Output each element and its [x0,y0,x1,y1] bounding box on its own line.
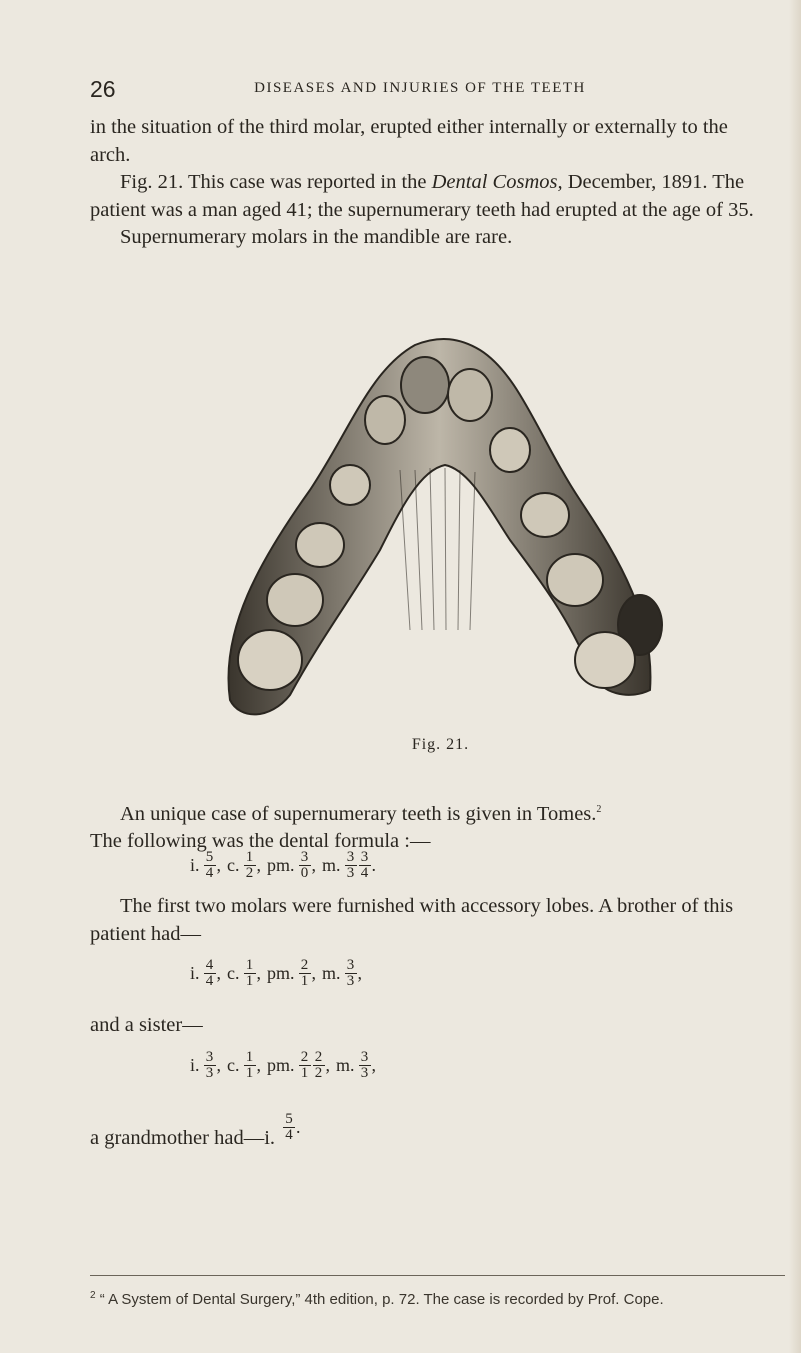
formula-term [267,850,316,881]
fraction-denominator: 1 [300,973,309,989]
fraction-denominator: 1 [245,973,254,989]
formula-fraction [204,958,216,989]
formula-label: m. [322,963,341,983]
formula-separator: , [256,963,262,983]
fraction-denominator: 4 [285,1127,293,1143]
figure-dental-cast [200,300,670,730]
formula-term [267,958,316,989]
canine-left [330,465,370,505]
running-head: DISEASES AND INJURIES OF THE TEETH [254,80,586,96]
formula-label: i. [190,963,200,983]
paragraph-1: in the situation of the third molar, erupted either internally or externally to the arch. [90,116,728,166]
formula-separator: , [256,1055,262,1075]
formula-label: i. [190,1055,200,1075]
paragraph-2-post: December, 1891. The patient was a man aged 41; the supernumerary teeth had erupted at the age of 35. [90,171,754,221]
page-edge [789,0,801,1353]
grandmother-text: a grandmother had—i. [90,1127,276,1149]
formula-grandmother [282,1112,307,1143]
formula-fraction [359,1050,371,1081]
fraction-numerator: 3 [205,1049,214,1065]
fraction-numerator: 5 [205,849,214,865]
fraction-denominator: 0 [300,865,309,881]
formula-term [336,1050,376,1081]
fraction-numerator: 2 [300,957,309,973]
formula-fraction [313,1050,325,1081]
formula-term [322,958,362,989]
footnote-rule [90,1275,785,1276]
paragraph-3: Supernumerary molars in the mandible are rare. [120,226,513,248]
formula-fraction [359,850,371,881]
fraction-numerator: 3 [360,1049,369,1065]
fraction-numerator: 3 [346,849,355,865]
formula-term [322,850,376,881]
paragraph-2-pre: Fig. 21. This case was reported in the [120,171,432,193]
formula-term [190,850,221,881]
formula-fraction [244,958,256,989]
molar-left-2 [267,574,323,626]
footnote-ref: 2 [596,804,602,815]
formula-separator: , [325,1055,331,1075]
formula-separator: , [216,963,222,983]
fraction-numerator: 3 [360,849,369,865]
incisor-left [365,396,405,444]
fraction-denominator: 3 [346,973,355,989]
paragraph-6: The first two molars were furnished with accessory lobes. A brother of this patient had— [90,895,734,945]
formula-label: c. [227,963,240,983]
formula-fraction [345,850,357,881]
premolar-left [296,523,344,567]
paragraph-5: The following was the dental formula :— [90,830,431,853]
fraction-denominator: 3 [346,865,355,881]
footnote-marker: 2 [90,1290,96,1301]
premolar-right [521,493,569,537]
fraction-denominator: 4 [205,865,214,881]
formula-fraction [345,958,357,989]
fraction-numerator: 5 [285,1111,293,1127]
fraction-denominator: 1 [300,1065,309,1081]
formula-label: i. [190,855,200,875]
fraction-denominator: 4 [360,865,369,881]
formula-label: c. [227,1055,240,1075]
formula-term [227,958,261,989]
formula-label: m. [322,855,341,875]
formula-separator: , [357,963,363,983]
formula-separator: , [311,855,317,875]
figure-caption: Fig. 21. [411,736,470,753]
formula-patient [190,850,382,881]
formula-separator: . [371,855,377,875]
formula-fraction [283,1112,295,1143]
formula-separator: , [311,963,317,983]
fraction-numerator: 3 [300,849,309,865]
paragraph-2 [90,169,770,224]
formula-fraction [299,1050,311,1081]
fraction-numerator: 2 [314,1049,323,1065]
formula-label: c. [227,855,240,875]
formula-fraction [204,850,216,881]
fraction-denominator: 3 [360,1065,369,1081]
formula-fraction [299,958,311,989]
fraction-denominator: 1 [245,1065,254,1081]
formula-separator: , [256,855,262,875]
journal-title: Dental Cosmos, [431,171,563,193]
formula-fraction [244,850,256,881]
molar-right-2 [575,632,635,688]
body-text-p6 [90,893,770,948]
formula-label: pm. [267,1055,295,1075]
fraction-numerator: 4 [205,957,214,973]
incisor-center [401,357,449,413]
fraction-numerator: 1 [245,849,254,865]
formula-term [227,850,261,881]
footnote-text: “ A System of Dental Surgery,” 4th edition, p. 72. The case is recorded by Prof. Cope. [99,1291,664,1308]
formula-separator: , [216,855,222,875]
formula-term [282,1112,301,1143]
formula-sister [190,1050,382,1081]
canine-right [490,428,530,472]
fraction-denominator: 4 [205,973,214,989]
fraction-denominator: 2 [245,865,254,881]
fraction-numerator: 1 [245,957,254,973]
body-text-section2 [90,796,770,856]
formula-separator: , [371,1055,377,1075]
page-header [70,76,770,106]
formula-fraction [204,1050,216,1081]
grandmother-label [90,1125,290,1153]
fraction-denominator: 3 [205,1065,214,1081]
molar-right [547,554,603,606]
fraction-numerator: 2 [300,1049,309,1065]
formula-term [267,1050,330,1081]
fraction-numerator: 3 [346,957,355,973]
incisor-right [448,369,492,421]
formula-label: pm. [267,963,295,983]
molar-left [238,630,302,690]
formula-separator: , [216,1055,222,1075]
formula-term [227,1050,261,1081]
fraction-denominator: 2 [314,1065,323,1081]
paragraph-4 [90,796,770,828]
fraction-numerator: 1 [245,1049,254,1065]
sister-label: and a sister— [90,1014,203,1036]
footnote [90,1286,780,1310]
formula-term [190,1050,221,1081]
page-number: 26 [90,76,116,102]
formula-fraction [299,850,311,881]
formula-label: m. [336,1055,355,1075]
body-text-top [90,114,770,252]
formula-term [190,958,221,989]
formula-separator: . [296,1117,301,1137]
paragraph-4-text: An unique case of supernumerary teeth is given in Tomes. [120,802,597,825]
formula-brother [190,958,368,989]
formula-label: pm. [267,855,295,875]
formula-fraction [244,1050,256,1081]
dental-cast-illustration [200,300,670,730]
